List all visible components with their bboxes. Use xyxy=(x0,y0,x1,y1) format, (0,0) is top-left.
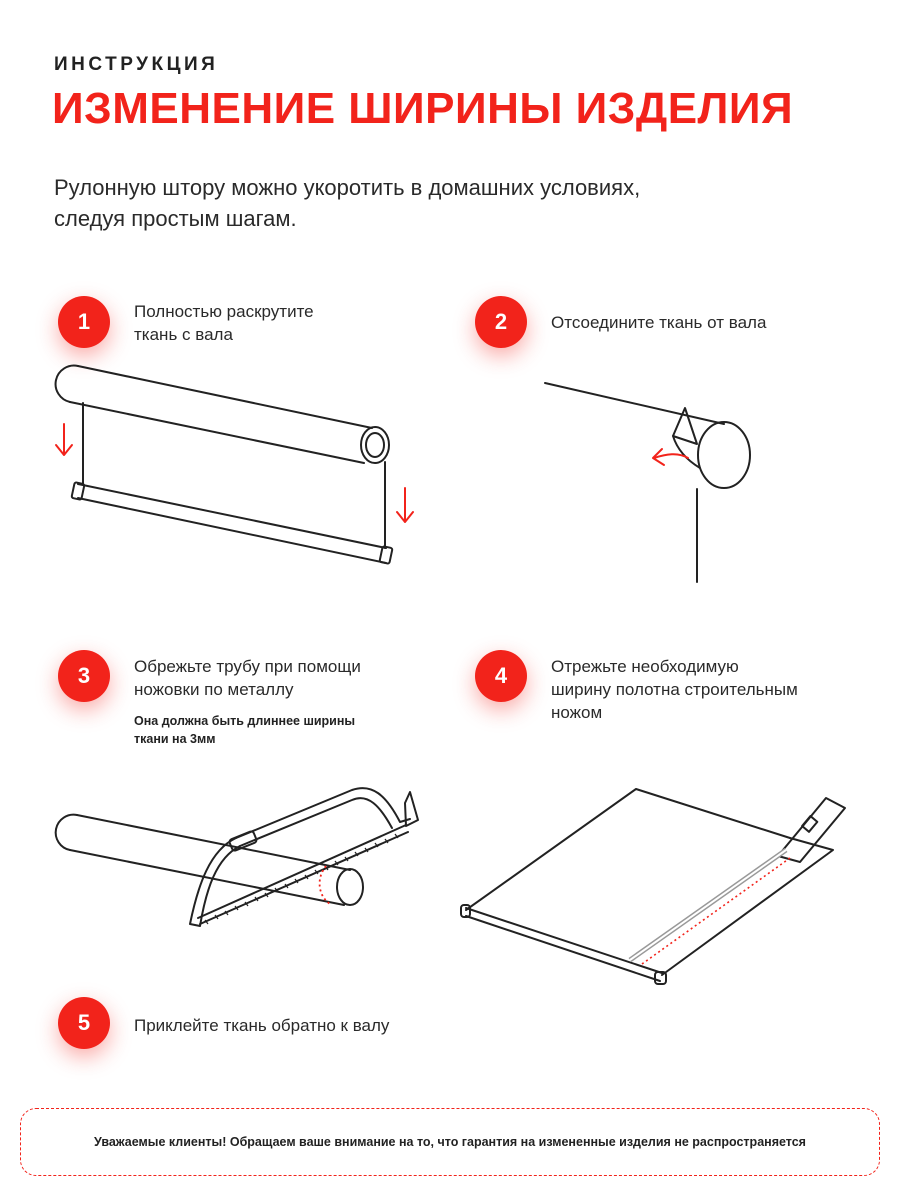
page-title: ИЗМЕНЕНИЕ ШИРИНЫ ИЗДЕЛИЯ xyxy=(52,84,794,133)
step-4-badge: 4 xyxy=(475,650,527,702)
step-5-badge: 5 xyxy=(58,997,110,1049)
intro-line-1: Рулонную штору можно укоротить в домашних условиях, xyxy=(54,175,641,200)
warranty-notice xyxy=(20,1108,880,1176)
step-3-badge: 3 xyxy=(58,650,110,702)
step-4-line-1: Отрежьте необходимую xyxy=(551,657,739,676)
step-1-badge: 1 xyxy=(58,296,110,348)
step-4-line-2: ширину полотна строительным xyxy=(551,680,798,699)
warranty-notice-text: Уважаемые клиенты! Обращаем ваше внимание на то, что гарантия на измененные изделия не распространяется xyxy=(94,1135,806,1149)
intro-line-2: следуя простым шагам. xyxy=(54,206,297,231)
step-4-line-3: ножом xyxy=(551,703,603,722)
step-3-line-1: Обрежьте трубу при помощи xyxy=(134,657,361,676)
step-2-badge: 2 xyxy=(475,296,527,348)
step-1-line-1: Полностью раскрутите xyxy=(134,302,314,321)
step-2-line-1: Отсоедините ткань от вала xyxy=(551,313,767,332)
step-5-text xyxy=(134,1014,389,1037)
step-3-note-line-1: Она должна быть длиннее ширины xyxy=(134,714,356,728)
step-3-line-2: ножовки по металлу xyxy=(134,680,294,699)
step-1-line-2: ткань с вала xyxy=(134,325,233,344)
overline-label: ИНСТРУКЦИЯ xyxy=(54,54,219,75)
step-3-note-line-2: ткани на 3мм xyxy=(134,732,216,746)
step-5-line-1: Приклейте ткань обратно к валу xyxy=(134,1016,390,1035)
